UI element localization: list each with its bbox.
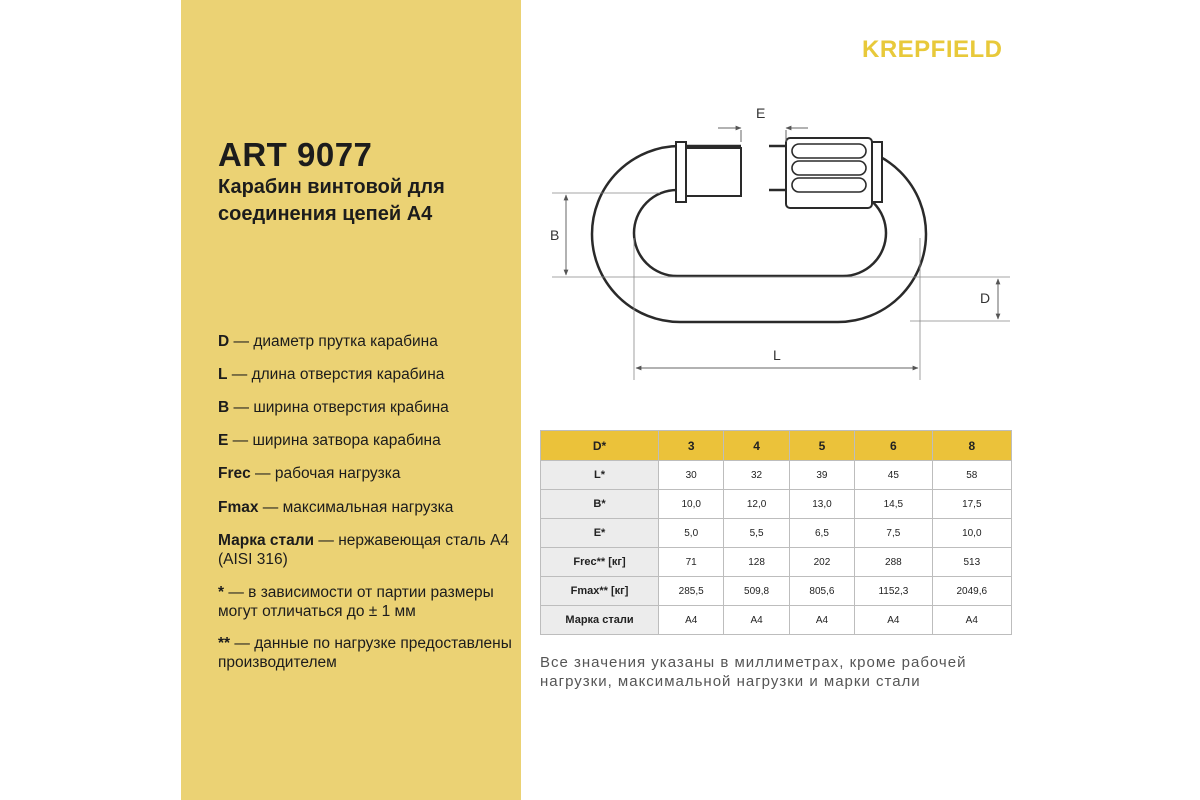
- table-row: [541, 577, 1012, 606]
- legend-text: — в зависимости от партии размеры могут отличаться до ± 1 мм: [218, 584, 494, 620]
- table-cell: 58: [932, 461, 1011, 490]
- legend-item-e: [218, 431, 513, 450]
- table-cell: 128: [724, 548, 789, 577]
- table-cell: 285,5: [659, 577, 724, 606]
- legend-item-b: [218, 398, 513, 417]
- legend-text: — диаметр прутка карабина: [229, 333, 438, 350]
- table-cell: 1152,3: [855, 577, 932, 606]
- table-cell: 6,5: [789, 519, 854, 548]
- table-cell: 17,5: [932, 490, 1011, 519]
- row-label: B*: [541, 490, 659, 519]
- brand-logo: KREPFIELD: [862, 36, 1003, 63]
- table-cell: 71: [659, 548, 724, 577]
- header-cell: 8: [932, 431, 1011, 461]
- legend-text: — ширина отверстия крабина: [229, 399, 449, 416]
- table-cell: 509,8: [724, 577, 789, 606]
- legend-text: — данные по нагрузке предоставлены производителем: [218, 635, 512, 671]
- table-cell: 7,5: [855, 519, 932, 548]
- table-cell: 10,0: [659, 490, 724, 519]
- dim-l-label: L: [773, 347, 781, 363]
- row-label: L*: [541, 461, 659, 490]
- row-label: Fmax** [кг]: [541, 577, 659, 606]
- legend-item-load-note: [218, 634, 513, 672]
- table-cell: 12,0: [724, 490, 789, 519]
- legend-text: — ширина затвора карабина: [228, 432, 441, 449]
- table-cell: 14,5: [855, 490, 932, 519]
- row-label: E*: [541, 519, 659, 548]
- table-row: [541, 519, 1012, 548]
- legend-text: — рабочая нагрузка: [250, 465, 401, 482]
- table-cell: А4: [855, 606, 932, 635]
- table-row: [541, 548, 1012, 577]
- header-cell: D*: [541, 431, 659, 461]
- table-cell: 30: [659, 461, 724, 490]
- table-cell: 2049,6: [932, 577, 1011, 606]
- header-cell: 4: [724, 431, 789, 461]
- screw-thread-2: [792, 161, 866, 175]
- table-cell: 513: [932, 548, 1011, 577]
- legend-item-d: [218, 332, 513, 351]
- dim-d-label: D: [980, 290, 991, 306]
- table-cell: А4: [932, 606, 1011, 635]
- table-cell: 288: [855, 548, 932, 577]
- legend-key: Fmax: [218, 499, 259, 516]
- legend-key: Frec: [218, 465, 251, 482]
- legend-key: **: [218, 635, 231, 652]
- table-cell: А4: [659, 606, 724, 635]
- table-row: [541, 461, 1012, 490]
- table-cell: А4: [724, 606, 789, 635]
- product-title: Карабин винтовой для соединения цепей А4: [218, 176, 445, 225]
- legend-key: Марка стали: [218, 532, 315, 549]
- table-cell: 45: [855, 461, 932, 490]
- legend-key: E: [218, 432, 229, 449]
- legend-key: D: [218, 333, 230, 350]
- legend-item-tolerance: [218, 583, 513, 621]
- specs-table: [540, 430, 1012, 635]
- legend-key: B: [218, 399, 230, 416]
- legend-key: *: [218, 584, 225, 601]
- dim-e-label: E: [756, 105, 766, 121]
- legend-item-steel: [218, 531, 513, 569]
- header-cell: 3: [659, 431, 724, 461]
- table-cell: 39: [789, 461, 854, 490]
- legend-key: L: [218, 366, 228, 383]
- units-note: Все значения указаны в миллиметрах, кроме рабочей нагрузки, максимальной нагрузки и марки стали: [540, 654, 967, 690]
- collar-left-sleeve: [686, 148, 741, 196]
- legend-text: — нержавеющая сталь А4 (AISI 316): [218, 532, 510, 568]
- row-label: Frec** [кг]: [541, 548, 659, 577]
- article-number: ART 9077: [218, 136, 373, 173]
- table-cell: 5,5: [724, 519, 789, 548]
- screw-thread-3: [792, 178, 866, 192]
- row-label: Марка стали: [541, 606, 659, 635]
- legend-item-l: [218, 365, 513, 384]
- screw-flange: [872, 142, 882, 202]
- header-cell: 5: [789, 431, 854, 461]
- collar-left-flange: [676, 142, 686, 202]
- dim-b-label: B: [550, 227, 560, 243]
- table-header-row: [541, 431, 1012, 461]
- table-cell: 5,0: [659, 519, 724, 548]
- gate-gap: [741, 138, 769, 202]
- screw-thread-1: [792, 144, 866, 158]
- table-cell: 32: [724, 461, 789, 490]
- carabiner-diagram: [530, 98, 1030, 388]
- table-row: [541, 490, 1012, 519]
- legend-item-fmax: [218, 498, 513, 517]
- table-cell: 13,0: [789, 490, 854, 519]
- table-cell: 805,6: [789, 577, 854, 606]
- legend-text: — длина отверстия карабина: [227, 366, 445, 383]
- table-cell: 202: [789, 548, 854, 577]
- table-row: [541, 606, 1012, 635]
- legend-text: — максимальная нагрузка: [258, 499, 454, 516]
- legend-item-frec: [218, 464, 513, 483]
- header-cell: 6: [855, 431, 932, 461]
- table-cell: 10,0: [932, 519, 1011, 548]
- table-cell: А4: [789, 606, 854, 635]
